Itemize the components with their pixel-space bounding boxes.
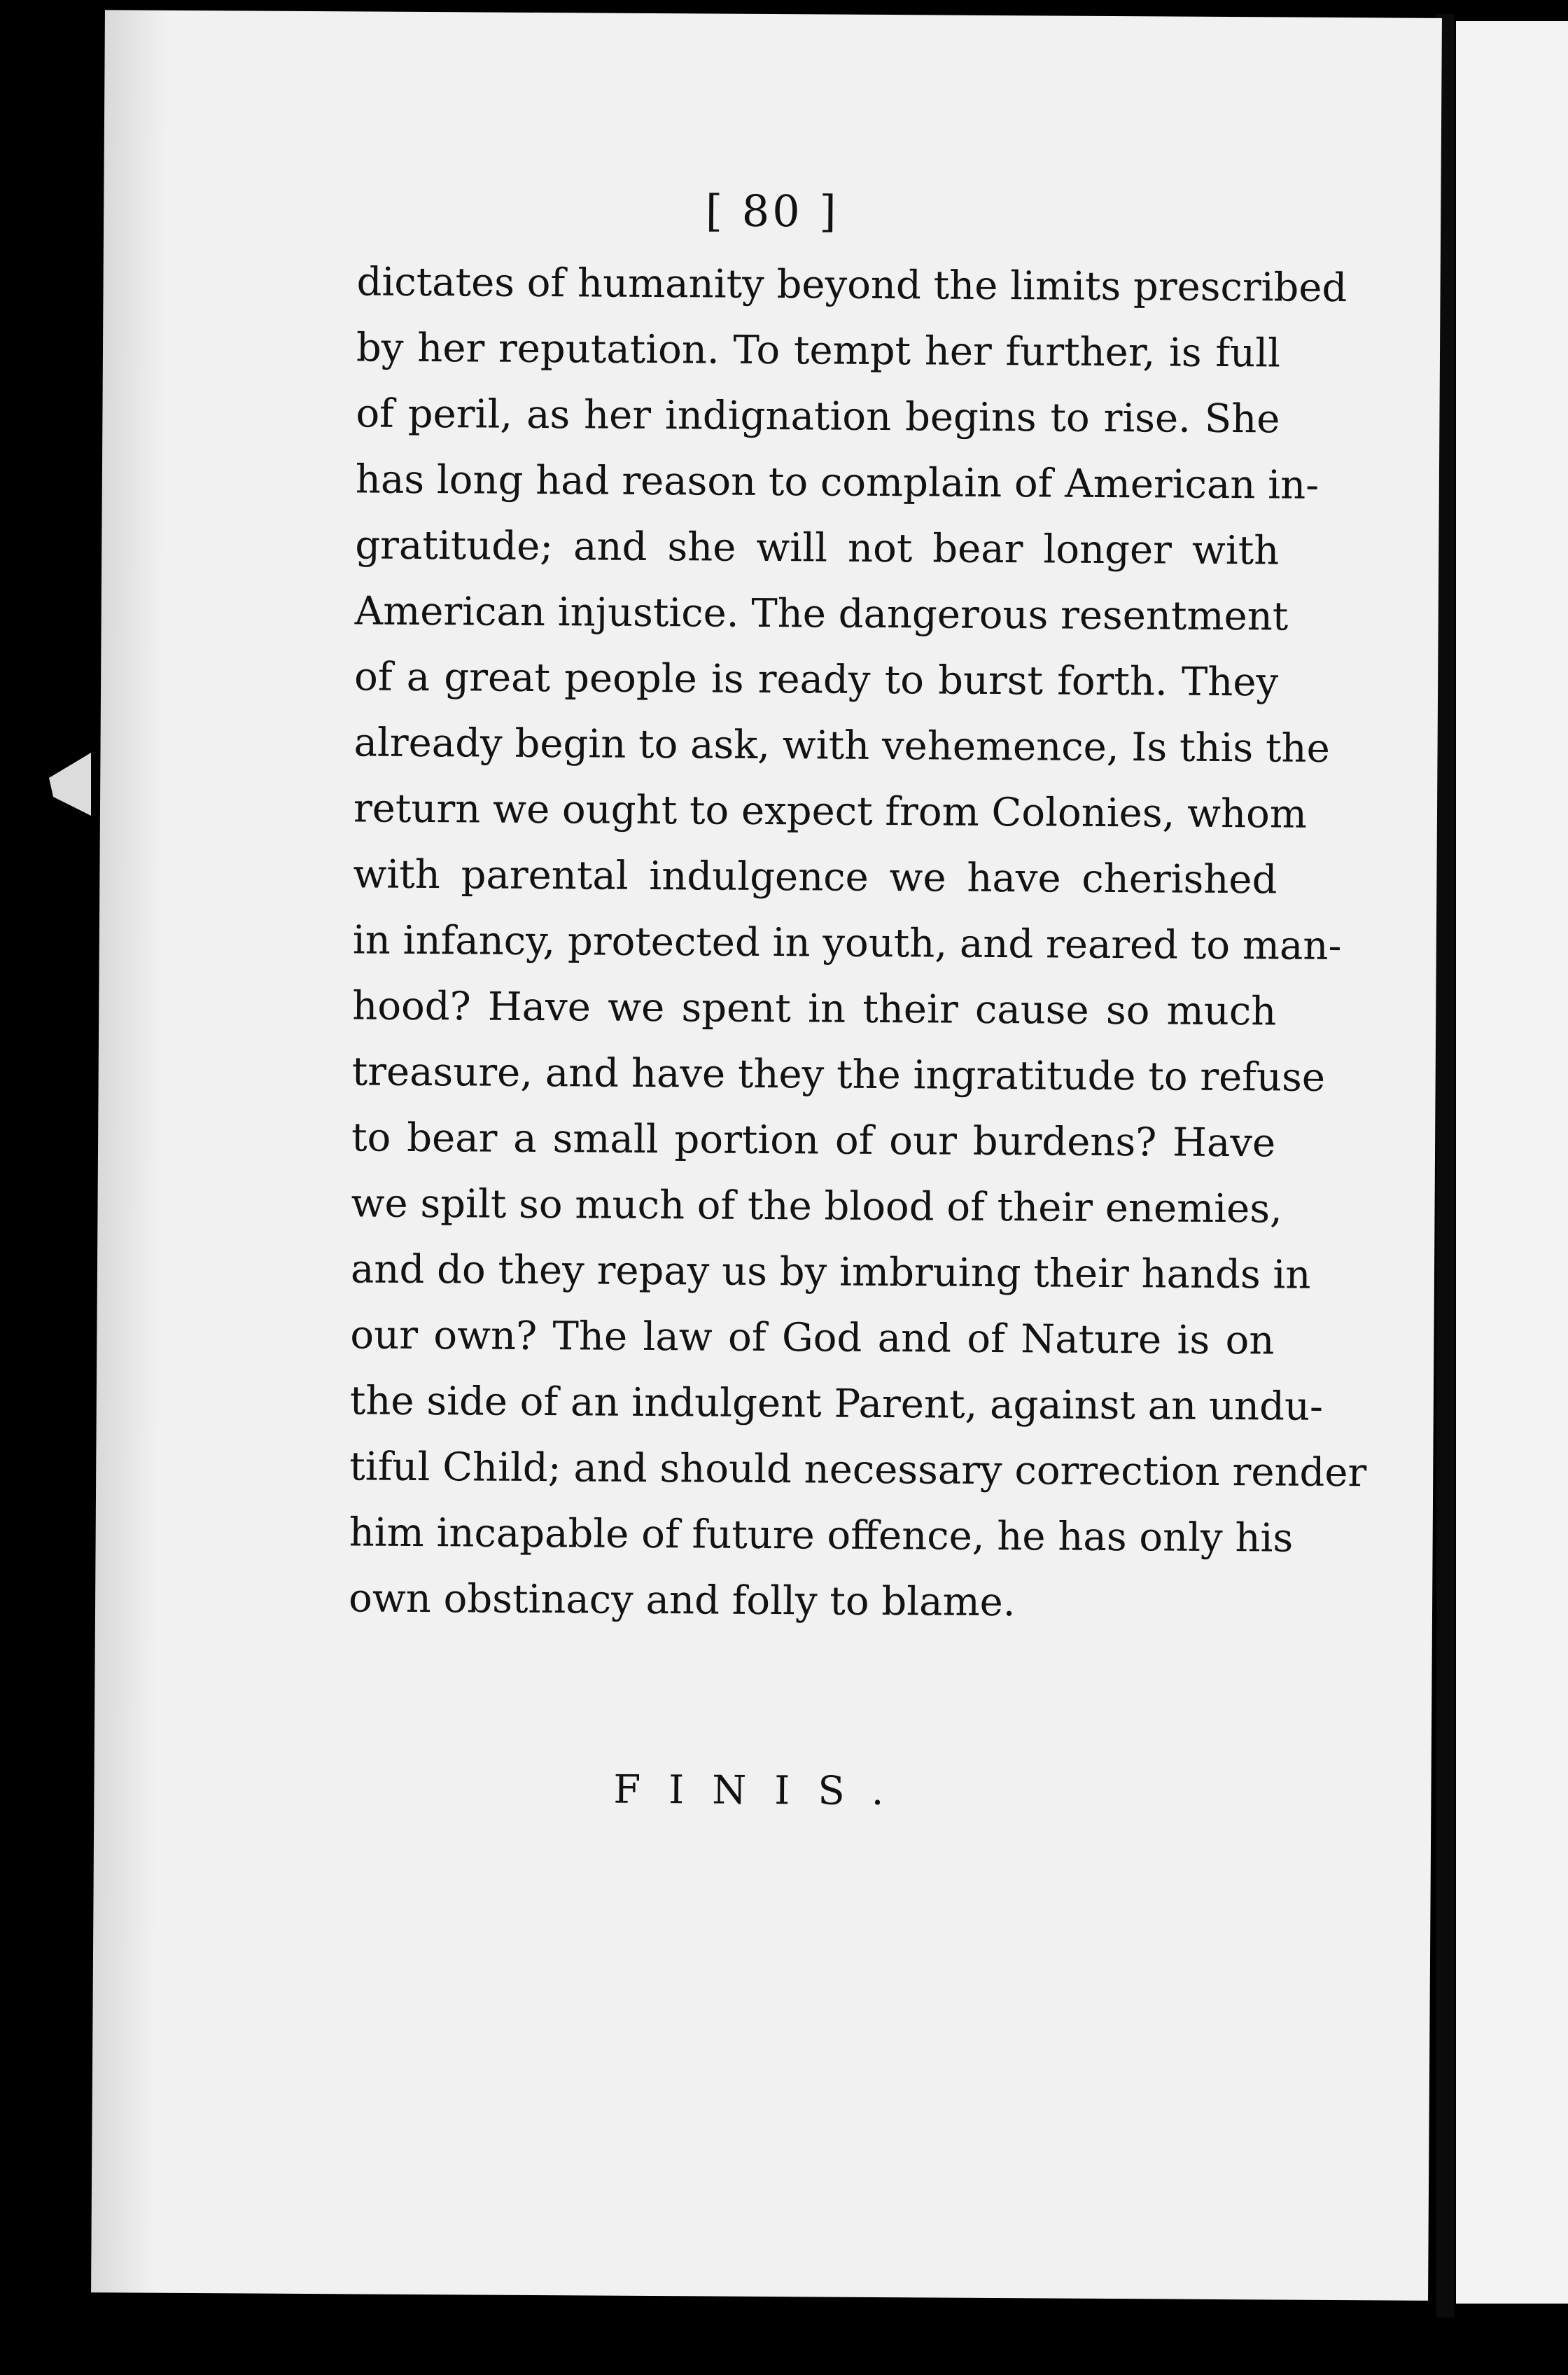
- text-line: and do they repay us by imbruing their hands in: [350, 1246, 1311, 1298]
- text-line: already begin to ask, with vehemence, Is this the: [354, 720, 1330, 772]
- text-line: American injustice. The dangerous resentment: [354, 588, 1289, 640]
- text-line: of a great people is ready to burst forth. They: [354, 654, 1279, 706]
- text-line: in infancy, protected in youth, and reared to man-: [352, 917, 1342, 970]
- page-body-text: [348, 249, 1367, 1637]
- text-line: gratitude; and she will not bear longer with: [355, 522, 1280, 574]
- text-line: our own? The law of God and of Nature is on: [350, 1312, 1275, 1364]
- book-page: [91, 10, 1442, 2301]
- text-line: return we ought to expect from Colonies, whom: [353, 786, 1308, 837]
- finis-heading: FINIS.: [613, 1767, 912, 1815]
- text-line: hood? Have we spent in their cause so much: [352, 983, 1277, 1035]
- text-line: dictates of humanity beyond the limits prescribed: [356, 259, 1348, 312]
- text-line: of peril, as her indignation begins to rise. She: [356, 391, 1280, 443]
- text-line: the side of an indulgent Parent, against an undu-: [349, 1378, 1324, 1430]
- text-line: to bear a small portion of our burdens? Have: [351, 1115, 1276, 1166]
- text-line: tiful Child; and should necessary correction render: [349, 1444, 1367, 1496]
- text-line: own obstinacy and folly to blame.: [348, 1575, 1016, 1626]
- text-line: him incapable of future offence, he has only his: [349, 1510, 1294, 1561]
- text-line: with parental indulgence we have cherished: [353, 851, 1278, 903]
- page-number-header: [ 80 ]: [705, 185, 839, 237]
- text-line: has long had reason to complain of American in-: [355, 457, 1320, 508]
- text-line: treasure, and have they the ingratitude to refuse: [351, 1049, 1326, 1101]
- text-line: by her reputation. To tempt her further, is full: [356, 325, 1281, 377]
- adjacent-page-edge: [1456, 21, 1568, 2304]
- paper-tab-fragment: [49, 753, 91, 816]
- text-line: we spilt so much of the blood of their enemies,: [351, 1180, 1283, 1232]
